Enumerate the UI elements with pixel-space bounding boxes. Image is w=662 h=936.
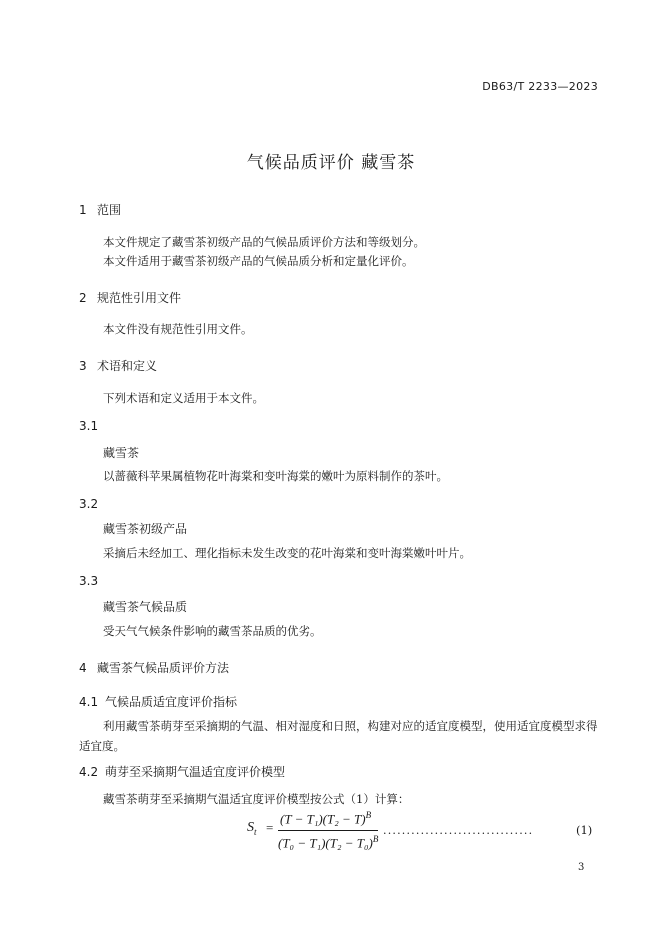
section-title: 范围 bbox=[97, 203, 122, 217]
subsection-number: 4.1 bbox=[79, 695, 99, 709]
formula-equals: = bbox=[266, 820, 274, 835]
term-definition: 以蔷薇科苹果属植物花叶海棠和变叶海棠的嫩叶为原料制作的茶叶。 bbox=[103, 469, 448, 483]
section-number: 1 bbox=[79, 203, 87, 217]
numerator-text: (T − T₁)(T₂ − T) bbox=[280, 811, 366, 827]
formula-label: (1) bbox=[576, 823, 593, 837]
fraction-bar bbox=[278, 830, 378, 831]
paragraph: 藏雪茶萌芽至采摘期气温适宜度评价模型按公式（1）计算： bbox=[103, 792, 410, 806]
subsection-4-1-heading bbox=[79, 693, 237, 710]
section-title: 规范性引用文件 bbox=[97, 291, 182, 305]
term-number: 3.1 bbox=[79, 419, 99, 433]
paragraph: 本文件适用于藏雪茶初级产品的气候品质分析和定量化评价。 bbox=[103, 254, 414, 268]
formula-lhs-symbol: S bbox=[247, 820, 254, 835]
term-number: 3.3 bbox=[79, 574, 99, 588]
formula-lhs-subscript: t bbox=[254, 826, 257, 837]
page-number: 3 bbox=[578, 862, 585, 873]
term-name: 藏雪茶 bbox=[103, 446, 140, 460]
term-definition: 采摘后未经加工、理化指标未发生改变的花叶海棠和变叶海棠嫩叶叶片。 bbox=[103, 546, 471, 560]
subsection-title: 萌芽至采摘期气温适宜度评价模型 bbox=[105, 765, 286, 779]
numerator-exponent: B bbox=[365, 810, 372, 820]
section-number: 4 bbox=[79, 661, 87, 675]
section-3-heading bbox=[79, 357, 157, 374]
formula-lhs bbox=[247, 820, 257, 837]
formula-leader-dots: ................................ bbox=[383, 824, 534, 837]
paragraph: 下列术语和定义适用于本文件。 bbox=[103, 391, 264, 405]
section-number: 3 bbox=[79, 359, 87, 373]
subsection-number: 4.2 bbox=[79, 765, 99, 779]
section-number: 2 bbox=[79, 291, 87, 305]
section-4-heading bbox=[79, 659, 229, 676]
denominator-exponent: B bbox=[372, 834, 379, 844]
section-title: 术语和定义 bbox=[97, 359, 158, 373]
paragraph: 本文件规定了藏雪茶初级产品的气候品质评价方法和等级划分。 bbox=[103, 235, 425, 249]
paragraph: 利用藏雪茶萌芽至采摘期的气温、相对湿度和日照，构建对应的适宜度模型，使用适宜度模型求得适宜度。 bbox=[79, 719, 598, 753]
subsection-4-2-heading bbox=[79, 763, 285, 780]
term-name: 藏雪茶气候品质 bbox=[103, 600, 188, 614]
section-title: 藏雪茶气候品质评价方法 bbox=[97, 661, 230, 675]
section-1-heading bbox=[79, 201, 121, 218]
denominator-text: (T₀ − T₁)(T₂ − T₀) bbox=[278, 835, 373, 851]
formula-numerator bbox=[280, 810, 371, 827]
document-title: 气候品质评价 藏雪茶 bbox=[246, 153, 416, 173]
paragraph: 本文件没有规范性引用文件。 bbox=[103, 322, 253, 336]
term-name: 藏雪茶初级产品 bbox=[103, 522, 188, 536]
term-number: 3.2 bbox=[79, 497, 99, 511]
formula-denominator bbox=[278, 834, 378, 851]
section-2-heading bbox=[79, 289, 181, 306]
document-number: DB63/T 2233—2023 bbox=[482, 80, 598, 93]
term-definition: 受天气气候条件影响的藏雪茶品质的优劣。 bbox=[103, 624, 322, 638]
subsection-title: 气候品质适宜度评价指标 bbox=[105, 695, 238, 709]
